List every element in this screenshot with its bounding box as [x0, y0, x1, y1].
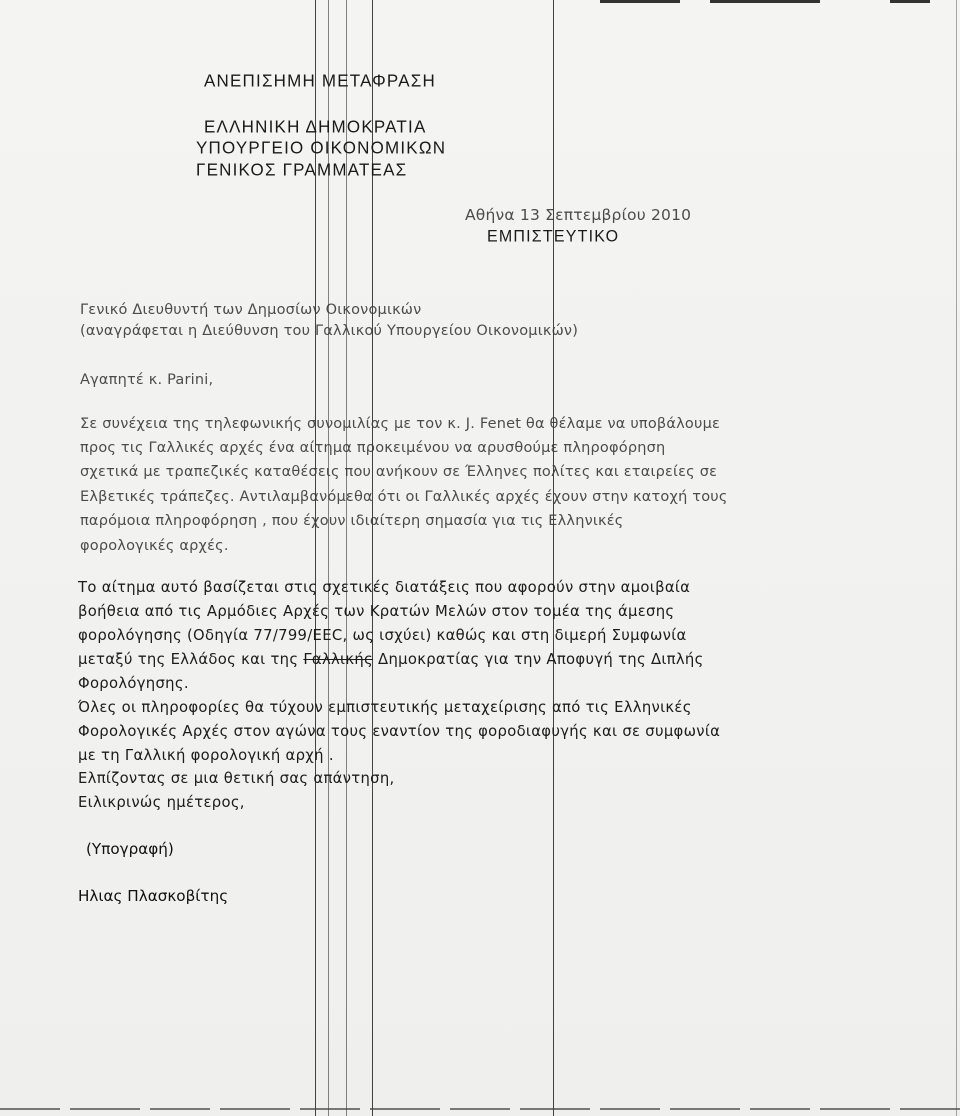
signatory-name: Ηλιας Πλασκοβίτης [78, 887, 229, 905]
salutation: Αγαπητέ κ. Parini, [80, 372, 214, 388]
paragraph-3-line: Όλες οι πληροφορίες θα τύχουν εμπιστευτικής μεταχείρισης από τις Ελληνικές [78, 699, 692, 716]
org-line-ministry: ΥΠΟΥΡΓΕΙΟ ΟΙΚΟΝΟΜΙΚΩΝ [196, 137, 447, 158]
paragraph-1-line: φορολογικές αρχές. [80, 538, 229, 554]
date-line: Αθήνα 13 Σεπτεμβρίου 2010 [465, 206, 692, 224]
signature-placeholder: (Υπογραφή) [86, 840, 174, 858]
scan-bottom-edge [0, 1108, 960, 1110]
org-line-republic: ΕΛΛΗΝΙΚΗ ΔΗΜΟΚΡΑΤΙΑ [204, 116, 427, 137]
paragraph-2-line-4-end: Δημοκρατίας για την Αποφυγή της Διπλής [373, 651, 704, 668]
paragraph-2-line: Το αίτημα αυτό βασίζεται στις σχετικές διατάξεις που αφορούν στην αμοιβαία [78, 579, 691, 596]
paragraph-2-line: βοήθεια από τις Αρμόδιες Αρχές των Κρατών Μελών στον τομέα της άμεσης [78, 603, 675, 620]
paragraph-2-line-4-start: μεταξύ της Ελλάδος και της [78, 651, 304, 668]
recipient-line-2: (αναγράφεται η Διεύθυνση του Γαλλικού Υπουργείου Οικονομικών) [80, 323, 579, 339]
fax-streak-line [553, 0, 554, 1116]
paragraph-3-line: με τη Γαλλική φορολογική αρχή . [78, 747, 334, 764]
paragraph-1-line: προς τις Γαλλικές αρχές ένα αίτημα προκειμένου να αρυσθούμε πληροφόρηση [80, 440, 666, 456]
paragraph-1-line: σχετικά με τραπεζικές καταθέσεις που ανήκουν σε Έλληνες πολίτες και εταιρείες σε [80, 464, 718, 480]
classification-mark: ΕΜΠΙΣΤΕΥΤΙΚΟ [487, 227, 620, 246]
translation-note: ΑΝΕΠΙΣΗΜΗ ΜΕΤΑΦΡΑΣΗ [204, 70, 436, 91]
paragraph-1-line: παρόμοια πληροφόρηση , που έχουν ιδιαίτερη σημασία για τις Ελληνικές [80, 513, 624, 529]
closing-hope-line: Ελπίζοντας σε μια θετική σας απάντηση, [78, 770, 395, 787]
paragraph-3-line: Φορολογικές Αρχές στον αγώνα τους εναντίον της φοροδιαφυγής και σε συμφωνία [78, 723, 721, 740]
paragraph-1-line: Ελβετικές τράπεζες. Αντιλαμβανόμεθα ότι οι Γαλλικές αρχές έχουν στην κατοχή τους [80, 489, 728, 505]
paragraph-2-line: φορολόγησης (Οδηγία 77/799/ΕΕC, ως ισχύει) καθώς και στη διμερή Συμφωνία [78, 627, 687, 644]
closing-regards: Ειλικρινώς ημέτερος, [78, 794, 245, 811]
struck-word: Γαλλικής [303, 651, 374, 668]
paragraph-1-line: Σε συνέχεια της τηλεφωνικής συνομιλίας με τον κ. J. Fenet θα θέλαμε να υποβάλουμε [80, 416, 721, 432]
paragraph-2-line: Φορολόγησης. [78, 675, 189, 692]
org-line-secretary: ΓΕΝΙΚΟΣ ΓΡΑΜΜΑΤΕΑΣ [196, 159, 408, 180]
scan-edge [956, 0, 957, 1116]
paragraph-2-line [78, 653, 704, 668]
recipient-line-1: Γενικό Διευθυντή των Δημοσίων Οικονομικών [80, 302, 422, 318]
fax-header-strip [560, 0, 960, 4]
